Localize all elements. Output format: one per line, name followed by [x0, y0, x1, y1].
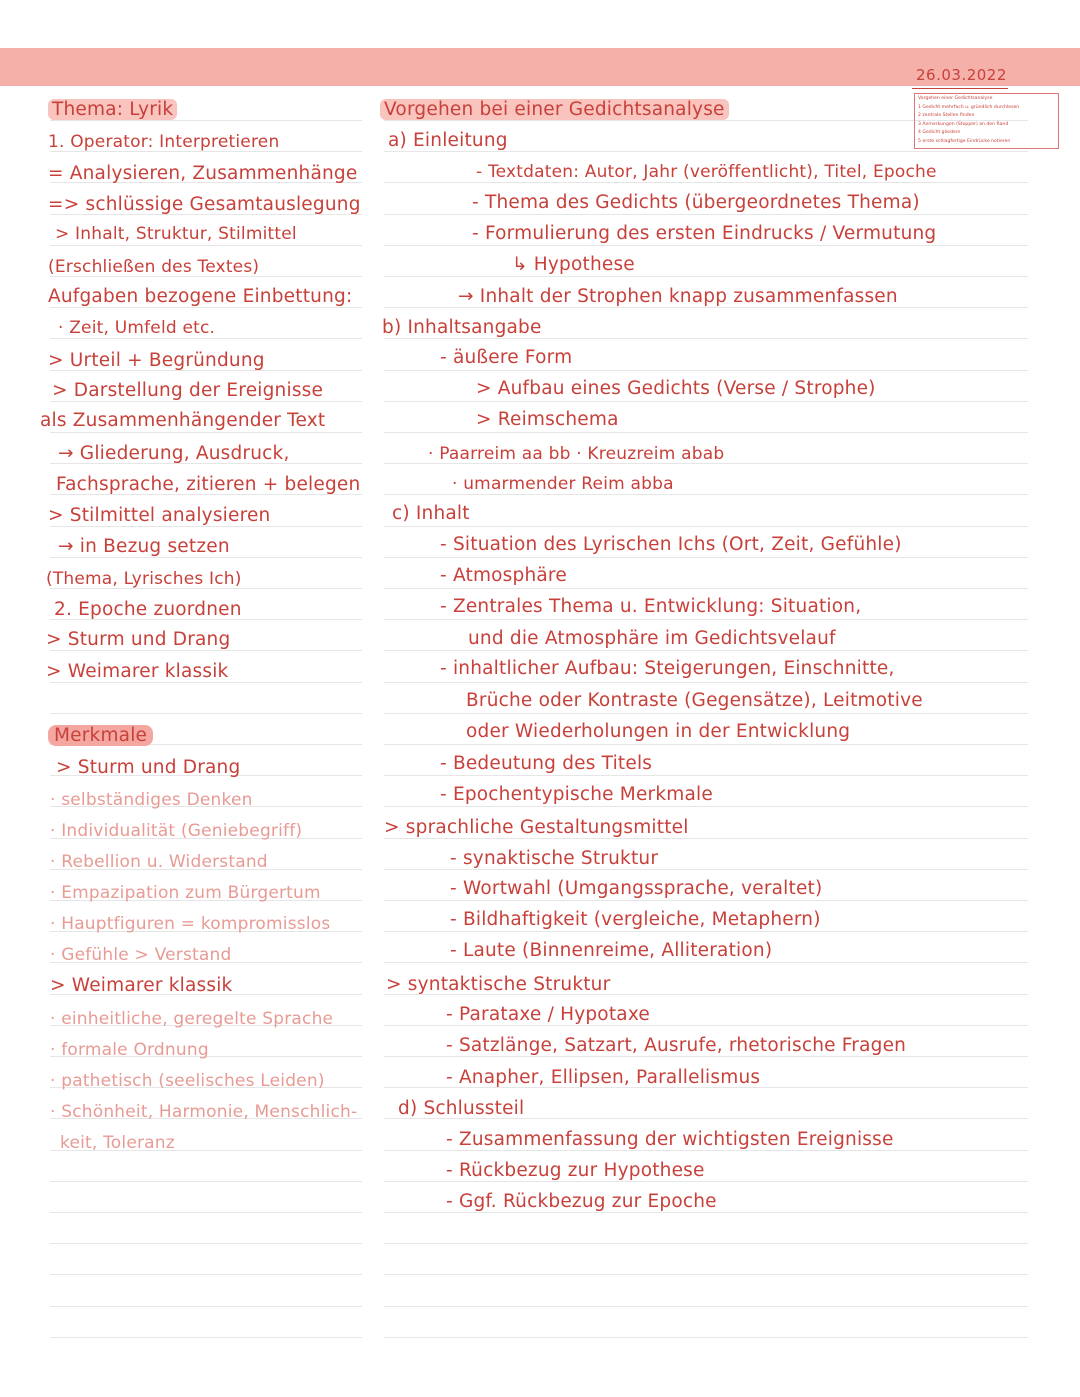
right-line: - Satzlänge, Satzart, Ausrufe, rhetorische Fragen	[446, 1035, 907, 1056]
note-line: 2 zentrale Stellen finden	[918, 113, 975, 119]
left-line: 1. Operator: Interpretieren	[48, 132, 280, 152]
right-line: ↳ Hypothese	[512, 254, 635, 275]
rule-right	[384, 401, 1028, 402]
left-line: · Zeit, Umfeld etc.	[58, 318, 216, 338]
right-line: - äußere Form	[440, 347, 573, 368]
rule-left	[50, 713, 362, 714]
right-line: Brüche oder Kontraste (Gegensätze), Leitmotive	[466, 690, 923, 711]
merkmale-item: keit, Toleranz	[60, 1133, 175, 1153]
left-line: → Gliederung, Ausdruck,	[58, 443, 290, 464]
right-line: - Zentrales Thema u. Entwicklung: Situation,	[440, 596, 862, 617]
right-line: - Situation des Lyrischen Ichs (Ort, Zeit, Gefühle)	[440, 534, 902, 555]
right-line: und die Atmosphäre im Gedichtsvelauf	[468, 628, 836, 649]
rule-left	[50, 1274, 362, 1275]
left-line: Fachsprache, zitieren + belegen	[56, 474, 361, 495]
rule-right	[384, 1243, 1028, 1244]
right-line: a) Einleitung	[388, 130, 508, 151]
merkmale-item: · einheitliche, geregelte Sprache	[50, 1009, 334, 1029]
right-line: > Reimschema	[476, 409, 619, 430]
right-line: b) Inhaltsangabe	[382, 317, 542, 338]
left-line: 2. Epoche zuordnen	[54, 599, 242, 620]
left-line: > Inhalt, Struktur, Stilmittel	[55, 224, 297, 244]
right-line: - inhaltlicher Aufbau: Steigerungen, Einschnitte,	[440, 658, 895, 679]
left-title: Thema: Lyrik	[48, 98, 177, 122]
merkmale-item: · formale Ordnung	[50, 1040, 209, 1060]
right-line: - Parataxe / Hypotaxe	[446, 1004, 650, 1025]
note-line: 5 erste schlagfertige Eindrücke notieren	[918, 138, 1011, 144]
right-line: · Paarreim aa bb · Kreuzreim abab	[428, 444, 725, 464]
right-line: - Epochentypische Merkmale	[440, 784, 713, 805]
left-line: > Stilmittel analysieren	[48, 505, 271, 526]
left-line: > Darstellung der Ereignisse	[52, 380, 324, 401]
rule-right	[384, 619, 1028, 620]
right-line: oder Wiederholungen in der Entwicklung	[466, 721, 851, 742]
merkmale-item: · selbständiges Denken	[50, 790, 253, 810]
note-line: 1 Gedicht mehrfach u. gründlich durchlesen	[918, 104, 1020, 110]
right-line: - Atmosphäre	[440, 565, 567, 586]
left-line: = Analysieren, Zusammenhänge	[48, 163, 358, 184]
right-line: - Anapher, Ellipsen, Parallelismus	[446, 1067, 761, 1088]
rule-right	[384, 682, 1028, 683]
right-line: - Bedeutung des Titels	[440, 753, 653, 774]
rule-right	[384, 1306, 1028, 1307]
right-line: - Zusammenfassung der wichtigsten Ereignisse	[446, 1129, 894, 1150]
rule-right	[384, 713, 1028, 714]
left-line: als Zusammenhängender Text	[40, 410, 326, 431]
note-box	[914, 93, 1059, 149]
rule-right	[384, 276, 1028, 277]
rule-right	[384, 557, 1028, 558]
rule-right	[384, 526, 1028, 527]
note-line: 4 Gedicht gliedern	[918, 130, 961, 136]
right-line: - Bildhaftigkeit (vergleiche, Metaphern)	[450, 909, 821, 930]
merkmale-item: > Weimarer klassik	[50, 975, 233, 996]
right-line: - Rückbezug zur Hypothese	[446, 1160, 705, 1181]
right-line: > Aufbau eines Gedichts (Verse / Strophe)	[476, 378, 876, 399]
right-line: - synaktische Struktur	[450, 848, 659, 869]
merkmale-item: · Hauptfiguren = kompromisslos	[50, 914, 331, 934]
date: 26.03.2022	[916, 66, 1007, 84]
rule-left	[50, 1306, 362, 1307]
left-line: → in Bezug setzen	[58, 536, 230, 557]
left-line: > Weimarer klassik	[46, 661, 229, 682]
rule-left	[50, 1212, 362, 1213]
left-line: (Erschließen des Textes)	[48, 257, 260, 277]
left-line: => schlüssige Gesamtauslegung	[48, 194, 361, 215]
right-line: > sprachliche Gestaltungsmittel	[384, 817, 689, 838]
merkmale-item: · Schönheit, Harmonie, Menschlich-	[50, 1102, 358, 1122]
right-line: d) Schlussteil	[398, 1098, 525, 1119]
rule-right	[384, 1274, 1028, 1275]
note-line: Vorgehen einer Gedichtsanalyse	[918, 96, 993, 101]
right-line: c) Inhalt	[392, 503, 470, 524]
left-line: > Urteil + Begründung	[48, 350, 265, 371]
note-line: 3 Anmerkungen (Stopper) an den Rand	[918, 121, 1009, 127]
right-line: - Thema des Gedichts (übergeordnetes Thema)	[472, 192, 920, 213]
rule-right	[384, 1337, 1028, 1338]
right-line: → Inhalt der Strophen knapp zusammenfassen	[458, 286, 898, 307]
rule-left	[50, 1181, 362, 1182]
rule-left	[50, 1337, 362, 1338]
right-line: · umarmender Reim abba	[452, 474, 674, 494]
right-title: Vorgehen bei einer Gedichtsanalyse	[380, 98, 729, 122]
rule-right	[384, 588, 1028, 589]
rule-right	[384, 432, 1028, 433]
date-underline	[912, 88, 1008, 89]
right-line: - Formulierung des ersten Eindrucks / Vermutung	[472, 223, 937, 244]
merkmale-item: > Sturm und Drang	[56, 757, 241, 778]
merkmale-item: · Individualität (Geniebegriff)	[50, 821, 303, 841]
right-line: - Wortwahl (Umgangssprache, veraltet)	[450, 878, 823, 899]
rule-left	[50, 1243, 362, 1244]
merkmale-title: Merkmale	[48, 724, 153, 748]
right-line: - Textdaten: Autor, Jahr (veröffentlicht), Titel, Epoche	[476, 162, 937, 182]
right-line: - Laute (Binnenreime, Alliteration)	[450, 940, 773, 961]
left-line: (Thema, Lyrisches Ich)	[46, 569, 242, 589]
right-line: > syntaktische Struktur	[386, 974, 611, 995]
right-line: - Ggf. Rückbezug zur Epoche	[446, 1191, 717, 1212]
rule-right	[384, 744, 1028, 745]
left-line: Aufgaben bezogene Einbettung:	[48, 286, 353, 307]
rule-right	[384, 370, 1028, 371]
merkmale-item: · Gefühle > Verstand	[50, 945, 232, 965]
merkmale-item: · pathetisch (seelisches Leiden)	[50, 1071, 325, 1091]
merkmale-item: · Empazipation zum Bürgertum	[50, 883, 321, 903]
merkmale-item: · Rebellion u. Widerstand	[50, 852, 268, 872]
left-line: > Sturm und Drang	[46, 629, 231, 650]
